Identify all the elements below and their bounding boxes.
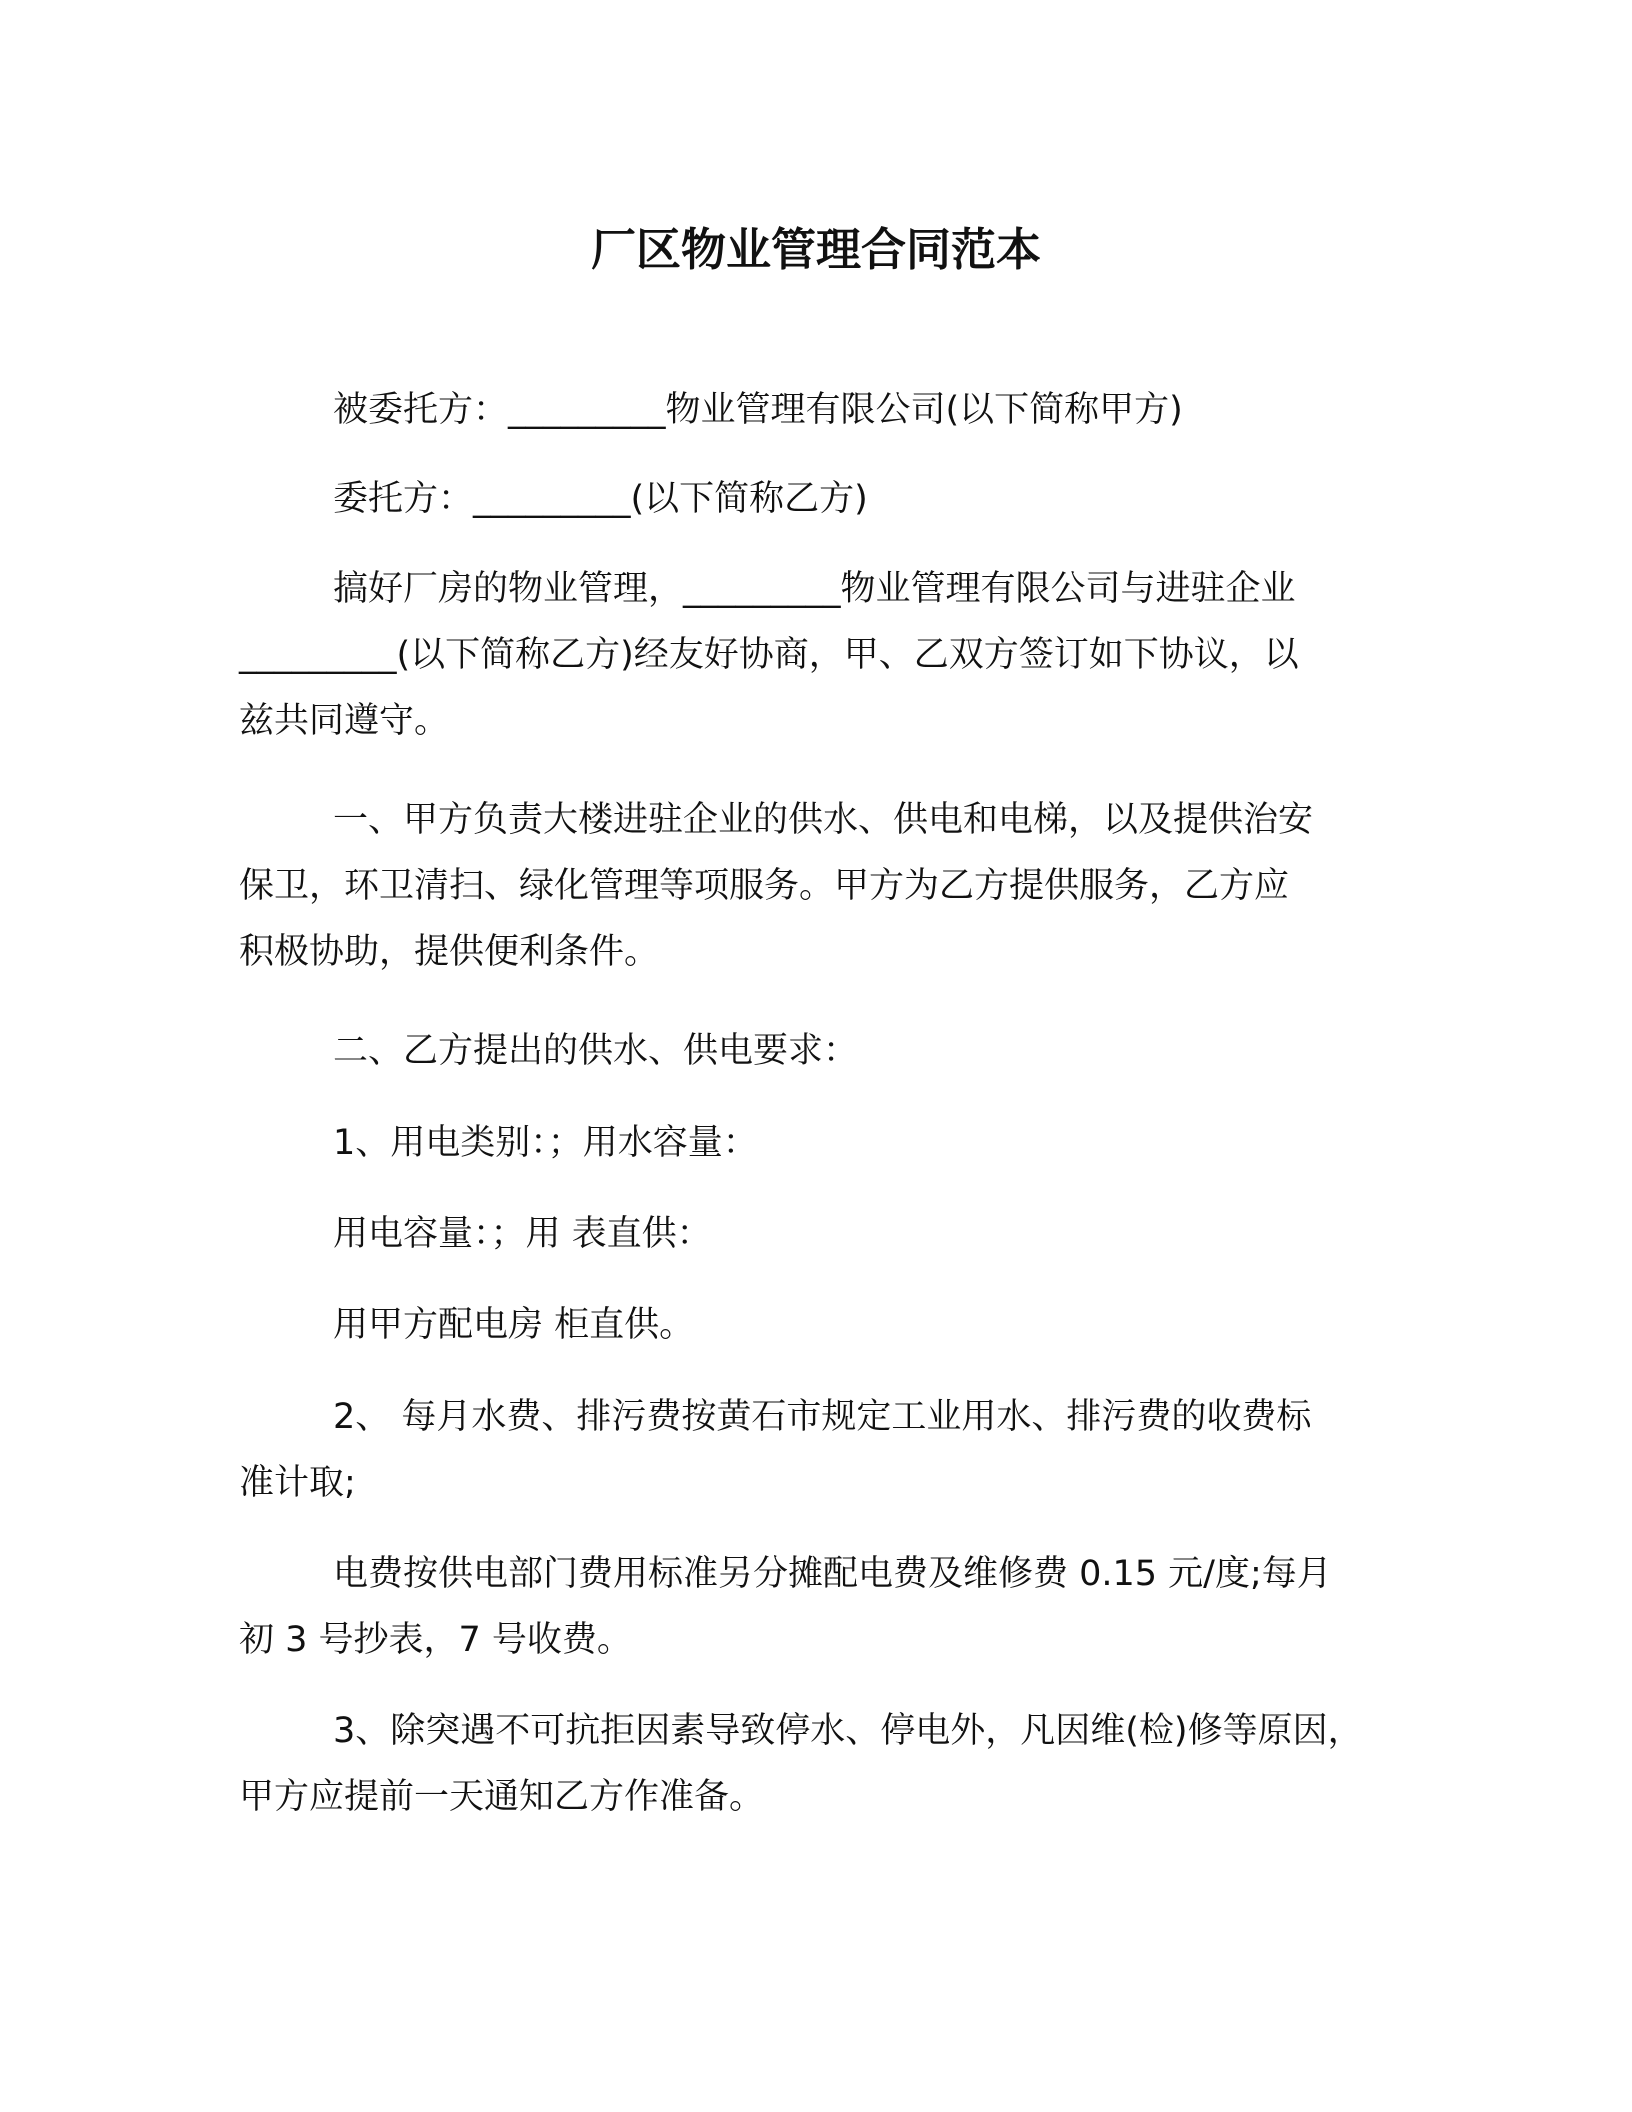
paragraph-line: 准计取; xyxy=(239,1463,356,1503)
paragraph-item-1 xyxy=(239,1110,1409,1176)
paragraph-line: 初 3 号抄表，7 号收费。 xyxy=(239,1620,632,1660)
paragraph-line: 甲方应提前一天通知乙方作准备。 xyxy=(239,1777,765,1817)
paragraph-line: 委托方：_________(以下简称乙方) xyxy=(333,479,868,519)
paragraph-entrusting-party xyxy=(239,466,1409,532)
paragraph-line: 搞好厂房的物业管理，_________物业管理有限公司与进驻企业 xyxy=(333,569,1296,609)
paragraph-line: 用电容量：；用 表直供： xyxy=(333,1214,712,1254)
paragraph-clause-1 xyxy=(239,787,1409,985)
paragraph-line: 二、乙方提出的供水、供电要求： xyxy=(333,1031,859,1071)
paragraph-line: 保卫，环卫清扫、绿化管理等项服务。甲方为乙方提供服务，乙方应 xyxy=(239,866,1290,906)
paragraph-line: 兹共同遵守。 xyxy=(239,701,450,741)
paragraph-power-capacity xyxy=(239,1201,1409,1267)
paragraph-electricity-fee xyxy=(239,1541,1409,1673)
paragraph-line: _________(以下简称乙方)经友好协商，甲、乙双方签订如下协议，以 xyxy=(239,635,1299,675)
paragraph-line: 一、甲方负责大楼进驻企业的供水、供电和电梯，以及提供治安 xyxy=(333,800,1314,840)
paragraph-entrusted-party xyxy=(239,377,1409,443)
paragraph-clause-2 xyxy=(239,1018,1409,1084)
paragraph-line: 3、除突遇不可抗拒因素导致停水、停电外，凡因维(检)修等原因， xyxy=(333,1711,1363,1751)
paragraph-power-room xyxy=(239,1292,1409,1358)
paragraph-line: 1、用电类别：；用水容量： xyxy=(333,1123,758,1163)
document-title: 厂区物业管理合同范本 xyxy=(590,223,1041,276)
paragraph-item-2 xyxy=(239,1384,1409,1516)
paragraph-preamble xyxy=(239,556,1409,754)
paragraph-line: 被委托方：_________物业管理有限公司(以下简称甲方) xyxy=(333,390,1183,430)
paragraph-line: 用甲方配电房 柜直供。 xyxy=(333,1305,695,1345)
paragraph-item-3 xyxy=(239,1698,1409,1830)
paragraph-line: 积极协助，提供便利条件。 xyxy=(239,932,660,972)
paragraph-line: 2、 每月水费、排污费按黄石市规定工业用水、排污费的收费标 xyxy=(333,1397,1312,1437)
paragraph-line: 电费按供电部门费用标准另分摊配电费及维修费 0.15 元/度;每月 xyxy=(333,1554,1332,1594)
